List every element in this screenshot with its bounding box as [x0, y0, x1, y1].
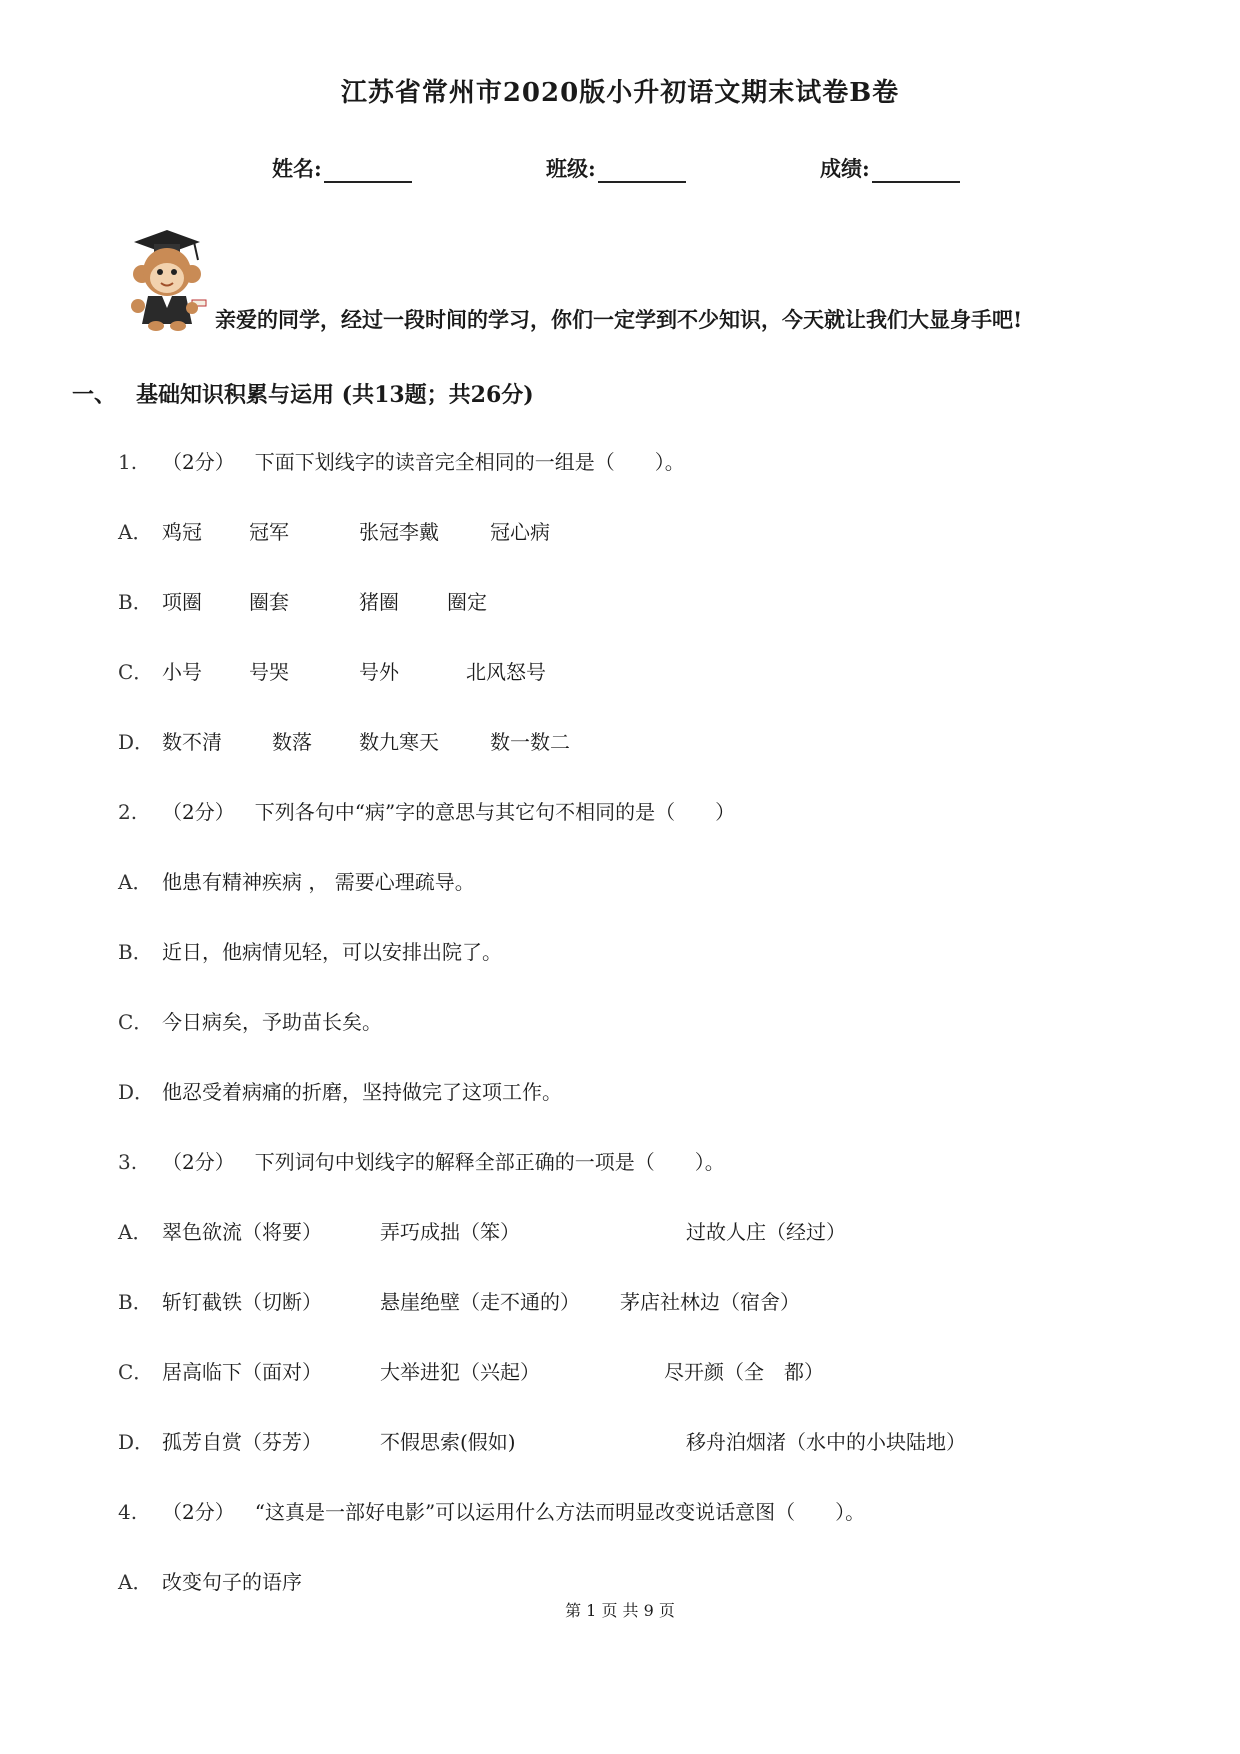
- option-item: 改变句子的语序: [162, 1570, 302, 1594]
- option-item: 今日病矣，予助苗长矣。: [162, 1010, 382, 1034]
- question-1: [118, 446, 685, 475]
- option-label: C．: [118, 1010, 154, 1034]
- name-blank: [324, 161, 412, 183]
- option-2b: [118, 936, 502, 965]
- option-item: 弄巧成拙（笨）: [380, 1220, 520, 1244]
- option-item: 数一数二: [490, 730, 570, 754]
- option-label: C．: [118, 660, 154, 684]
- option-1b: [118, 586, 487, 615]
- option-label: B．: [118, 590, 153, 614]
- option-label: D．: [118, 730, 155, 754]
- option-label: A．: [118, 520, 153, 544]
- question-number: 4.: [118, 1500, 138, 1524]
- option-item: 北风怒号: [466, 660, 546, 684]
- question-number: 2.: [118, 800, 138, 824]
- option-item: 冠心病: [490, 520, 550, 544]
- option-item: 号外: [359, 660, 399, 684]
- option-1d: [118, 726, 570, 755]
- question-points: （2分）: [162, 1500, 235, 1524]
- option-item: 过故人庄（经过）: [686, 1220, 846, 1244]
- score-blank: [872, 161, 960, 183]
- question-4: [118, 1496, 865, 1525]
- option-item: 不假思索(假如): [380, 1430, 516, 1454]
- option-label: A．: [118, 1570, 153, 1594]
- option-label: D．: [118, 1080, 155, 1104]
- option-item: 鸡冠: [162, 520, 202, 544]
- exam-title: 江苏省常州市2020版小升初语文期末试卷B卷: [340, 78, 900, 108]
- score-field: [820, 153, 960, 183]
- question-3: [118, 1146, 725, 1175]
- option-item: 他忍受着病痛的折磨，坚持做完了这项工作。: [162, 1080, 562, 1104]
- option-3b: [118, 1286, 800, 1315]
- option-3d: [118, 1426, 966, 1455]
- question-2: [118, 796, 735, 825]
- option-item: 数九寒天: [359, 730, 439, 754]
- option-item: 大举进犯（兴起）: [380, 1360, 540, 1384]
- question-points: （2分）: [162, 800, 235, 824]
- page-footer: 第 1 页 共 9 页: [565, 1601, 675, 1620]
- name-label: 姓名:: [272, 156, 322, 181]
- option-label: D．: [118, 1430, 155, 1454]
- option-4a: [118, 1566, 302, 1595]
- question-stem: 下列各句中“病”字的意思与其它句不相同的是（ ）: [254, 800, 736, 824]
- score-label: 成绩:: [820, 156, 870, 181]
- class-field: [546, 153, 686, 183]
- mascot-graduate-icon: [112, 222, 212, 332]
- option-1a: [118, 516, 550, 545]
- question-stem: “这真是一部好电影”可以运用什么方法而明显改变说话意图（ ）。: [254, 1500, 866, 1524]
- option-2c: [118, 1006, 382, 1035]
- name-field: [272, 153, 412, 183]
- class-blank: [598, 161, 686, 183]
- option-label: C．: [118, 1360, 154, 1384]
- class-label: 班级:: [546, 156, 596, 181]
- option-item: 圈定: [447, 590, 487, 614]
- section-number: 一、: [72, 382, 117, 408]
- option-label: B．: [118, 1290, 153, 1314]
- option-label: B．: [118, 940, 153, 964]
- option-item: 翠色欲流（将要）: [162, 1220, 322, 1244]
- section-heading: [72, 378, 534, 409]
- option-item: 斩钉截铁（切断）: [162, 1290, 322, 1314]
- question-number: 3.: [118, 1150, 138, 1174]
- option-1c: [118, 656, 546, 685]
- option-label: A．: [118, 1220, 153, 1244]
- option-item: 悬崖绝壁（走不通的）: [380, 1290, 580, 1314]
- option-2a: [118, 866, 475, 895]
- option-label: A．: [118, 870, 153, 894]
- option-item: 号哭: [249, 660, 289, 684]
- question-stem: 下列词句中划线字的解释全部正确的一项是（ ）。: [254, 1150, 725, 1174]
- option-item: 茅店社林边（宿舍）: [620, 1290, 800, 1314]
- greeting-text: 亲爱的同学，经过一段时间的学习，你们一定学到不少知识，今天就让我们大显身手吧!: [215, 307, 1023, 332]
- question-points: （2分）: [162, 1150, 235, 1174]
- option-item: 猪圈: [359, 590, 399, 614]
- option-item: 张冠李戴: [359, 520, 439, 544]
- option-2d: [118, 1076, 562, 1105]
- section-title: 基础知识积累与运用 (共13题；共26分): [136, 382, 534, 408]
- option-item: 数落: [272, 730, 312, 754]
- option-item: 小号: [162, 660, 202, 684]
- option-item: 近日，他病情见轻，可以安排出院了。: [162, 940, 502, 964]
- option-item: 孤芳自赏（芬芳）: [162, 1430, 322, 1454]
- option-item: 他患有精神疾病 ， 需要心理疏导。: [162, 870, 475, 894]
- option-item: 冠军: [249, 520, 289, 544]
- option-item: 尽开颜（全 都）: [664, 1360, 824, 1384]
- option-item: 移舟泊烟渚（水中的小块陆地）: [686, 1430, 966, 1454]
- option-item: 居高临下（面对）: [162, 1360, 322, 1384]
- option-item: 数不清: [162, 730, 222, 754]
- option-item: 项圈: [162, 590, 202, 614]
- option-3a: [118, 1216, 846, 1245]
- question-stem: 下面下划线字的读音完全相同的一组是（ ）。: [254, 450, 685, 474]
- question-number: 1.: [118, 450, 138, 474]
- option-item: 圈套: [249, 590, 289, 614]
- option-3c: [118, 1356, 824, 1385]
- question-points: （2分）: [162, 450, 235, 474]
